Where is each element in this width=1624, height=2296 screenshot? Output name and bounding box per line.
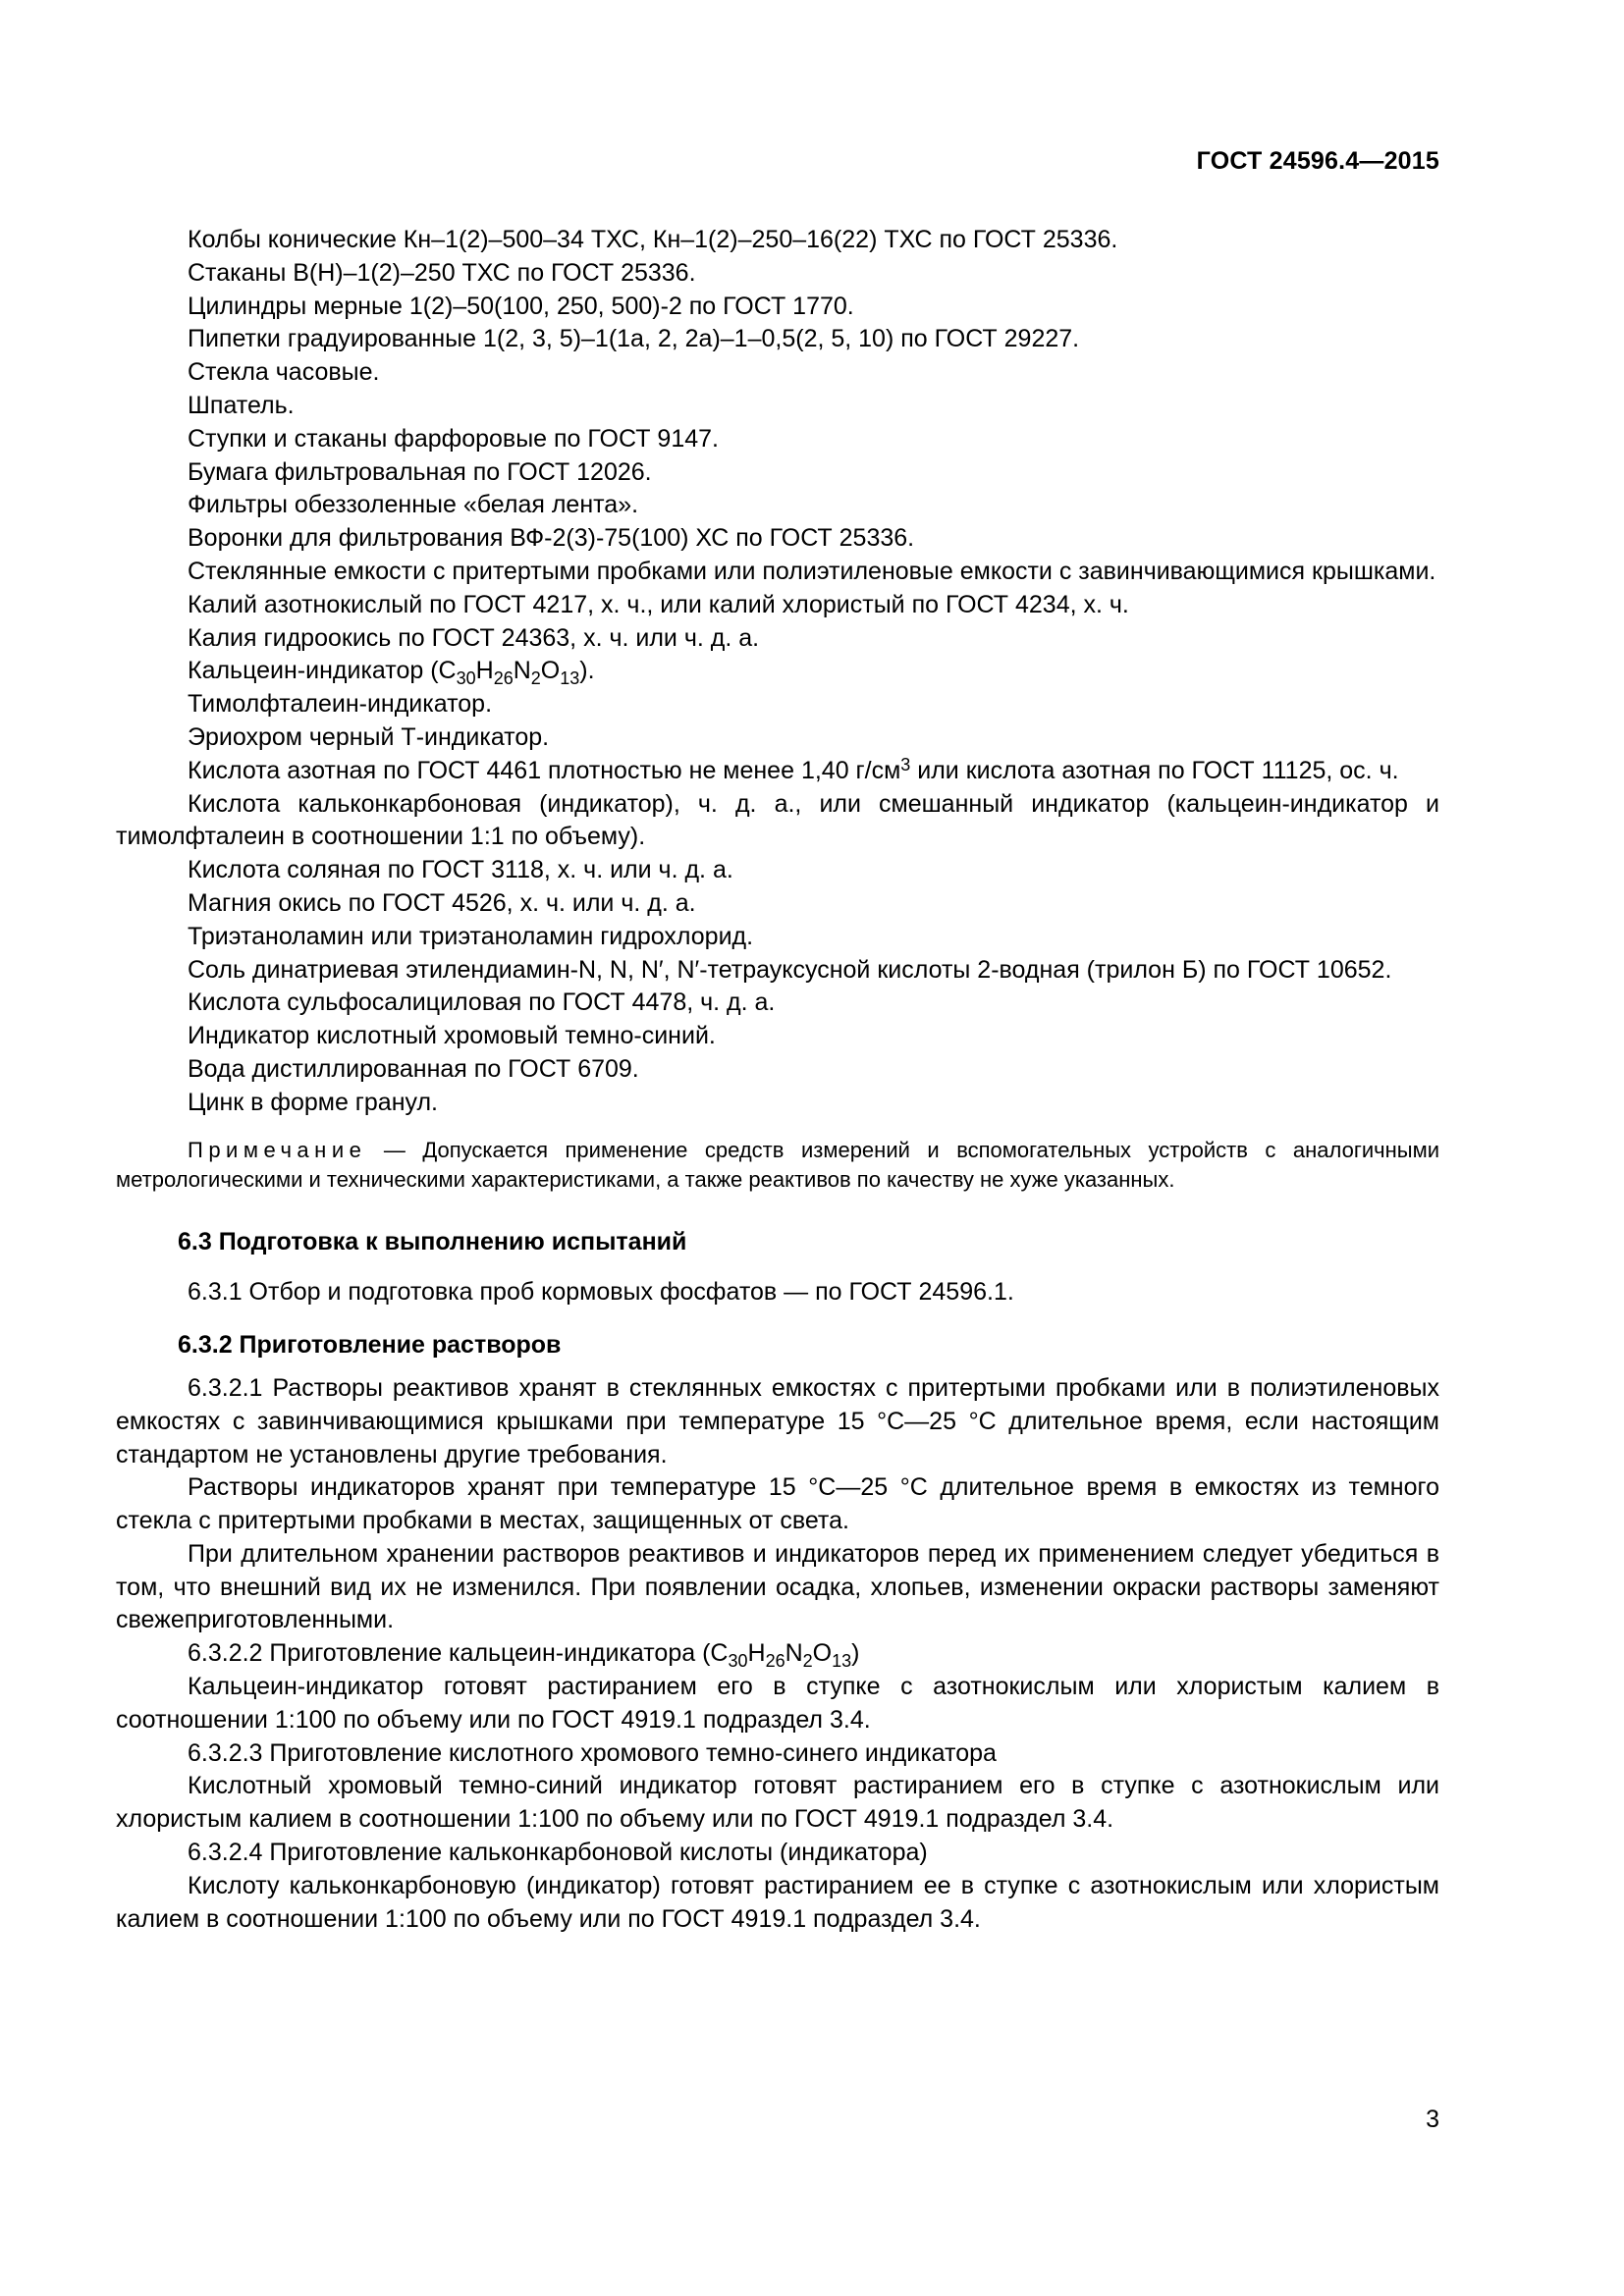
paragraph-6-3-2-1: 6.3.2.1 Растворы реактивов хранят в стеклянных емкостях с притертыми пробками или в полиэтиленовых емкостях с завинчивающимися крышками при температуре 15 °С—25 °С длительное время, если настоящим стандартом не установлены другие требования. [116, 1373, 1439, 1468]
reagent-item-nitric-acid [116, 755, 1439, 788]
reagent-item: Кислота кальконкарбоновая (индикатор), ч. д. а., или смешанный индикатор (кальцеин-индикатор и тимолфталеин в соотношении 1:1 по объему). [116, 789, 1439, 851]
paragraph-6-3-1: 6.3.1 Отбор и подготовка проб кормовых фосфатов — по ГОСТ 24596.1. [188, 1278, 1014, 1307]
formula-subscript: 30 [728, 1651, 748, 1672]
equipment-item: Ступки и стаканы фарфоровые по ГОСТ 9147. [188, 424, 719, 453]
paragraph: Кислоту кальконкарбоновую (индикатор) готовят растиранием ее в ступке с азотнокислым или хлористым калием в соотношении 1:100 по объему или по ГОСТ 4919.1 подраздел 3.4. [116, 1871, 1439, 1933]
reagent-item: Цинк в форме гранул. [188, 1088, 439, 1116]
formula-text: O [540, 657, 561, 685]
formula-subscript: 13 [560, 668, 580, 689]
paragraph: Кислотный хромовый темно-синий индикатор готовят растиранием его в ступке с азотнокислым или хлористым калием в соотношении 1:100 по объему или по ГОСТ 4919.1 подраздел 3.4. [116, 1772, 1439, 1834]
section-heading-6-3: 6.3 Подготовка к выполнению испытаний [178, 1227, 687, 1255]
equipment-item: Цилиндры мерные 1(2)–50(100, 250, 500)-2 по ГОСТ 1770. [188, 292, 854, 320]
section-heading-6-3-2: 6.3.2 Приготовление растворов [178, 1331, 562, 1360]
document-body [116, 224, 1439, 1936]
formula-text: ). [579, 657, 595, 685]
reagent-item: Магния окись по ГОСТ 4526, х. ч. или ч. д. а. [188, 888, 696, 917]
formula-subscript: 2 [530, 668, 541, 689]
formula-subscript: 13 [832, 1651, 852, 1672]
formula-text: 6.3.2.2 Приготовление кальцеин-индикатора (C [188, 1639, 729, 1668]
formula-subscript: 2 [802, 1651, 813, 1672]
reagent-item: Индикатор кислотный хромовый темно-синий. [188, 1022, 716, 1050]
reagent-item: Тимолфталеин-индикатор. [188, 690, 493, 719]
equipment-item: Колбы конические Кн–1(2)–500–34 ТХС, Кн–1(2)–250–16(22) ТХС по ГОСТ 25336. [188, 226, 1118, 253]
reagent-item: Кислота соляная по ГОСТ 3118, х. ч. или ч. д. а. [188, 856, 733, 884]
paragraph: Растворы индикаторов хранят при температуре 15 °С—25 °С длительное время в емкостях из темного стекла с притертыми пробками в местах, защищенных от света. [116, 1473, 1439, 1535]
formula-text: Кальцеин-индикатор (C [188, 657, 457, 685]
note-label: Примечание [188, 1137, 367, 1162]
note-text: — Допускается применение средств измерений и вспомогательных устройств с аналогичными метрологическими и техническими характеристиками, а также реактивов по качеству не хуже указанных. [116, 1137, 1439, 1192]
equipment-item: Шпатель. [188, 391, 295, 419]
equipment-item: Стекла часовые. [188, 358, 380, 387]
equipment-item: Пипетки градуированные 1(2, 3, 5)–1(1а, 2, 2а)–1–0,5(2, 5, 10) по ГОСТ 29227. [188, 325, 1080, 353]
formula-text: O [812, 1639, 833, 1668]
formula-text: N [785, 1639, 803, 1668]
paragraph: Кальцеин-индикатор готовят растиранием его в ступке с азотнокислым или хлористым калием в соотношении 1:100 по объему или по ГОСТ 4919.1 подраздел 3.4. [116, 1673, 1439, 1734]
paragraph: При длительном хранении растворов реактивов и индикаторов перед их применением следует убедиться в том, что внешний вид их не изменился. При появлении осадка, хлопьев, изменении окраски растворы заменяют свежеприготовленными. [116, 1539, 1439, 1634]
formula-text: ) [851, 1639, 860, 1668]
reagent-item: Вода дистиллированная по ГОСТ 6709. [188, 1054, 639, 1083]
formula-subscript: 30 [456, 668, 476, 689]
reagent-item: Калий азотнокислый по ГОСТ 4217, х. ч., или калий хлористый по ГОСТ 4234, х. ч. [188, 590, 1129, 618]
reagent-item: Калия гидроокись по ГОСТ 24363, х. ч. или ч. д. а. [188, 623, 760, 652]
equipment-item: Воронки для фильтрования ВФ-2(3)-75(100) ХС по ГОСТ 25336. [188, 524, 915, 553]
formula-text: H [747, 1639, 766, 1668]
formula-text: H [475, 657, 494, 685]
paragraph-6-3-2-4: 6.3.2.4 Приготовление кальконкарбоновой кислоты (индикатора) [188, 1839, 928, 1867]
reagent-item: Триэтаноламин или триэтаноламин гидрохлорид. [188, 922, 754, 950]
equipment-item: Стеклянные емкости с притертыми пробками или полиэтиленовые емкости с завинчивающимися крышками. [188, 557, 1436, 585]
note [116, 1136, 1439, 1195]
equipment-item: Стаканы В(Н)–1(2)–250 ТХС по ГОСТ 25336. [188, 258, 696, 287]
reagent-item: Эриохром черный Т-индикатор. [188, 722, 550, 751]
equipment-item: Бумага фильтровальная по ГОСТ 12026. [188, 457, 652, 486]
page-number: 3 [1426, 2106, 1439, 2133]
reagent-text: Кислота азотная по ГОСТ 4461 плотностью не менее 1,40 г/см [188, 756, 901, 784]
unit-superscript: 3 [900, 754, 911, 774]
document-header: ГОСТ 24596.4—2015 [1196, 147, 1439, 175]
reagent-item: Соль динатриевая этилендиамин-N, N, N′, N′-тетрауксусной кислоты 2-водная (трилон Б) по ГОСТ 10652. [188, 955, 1392, 984]
reagent-text: или кислота азотная по ГОСТ 11125, ос. ч. [910, 756, 1399, 784]
formula-subscript: 26 [493, 668, 514, 689]
equipment-item: Фильтры обеззоленные «белая лента». [188, 491, 639, 519]
reagent-item: Кислота сульфосалициловая по ГОСТ 4478, ч. д. а. [188, 988, 776, 1017]
paragraph-6-3-2-2 [116, 1637, 1439, 1671]
formula-text: N [513, 657, 531, 685]
formula-subscript: 26 [765, 1651, 785, 1672]
reagent-item-calcein [116, 655, 1439, 688]
paragraph-6-3-2-3: 6.3.2.3 Приготовление кислотного хромового темно-синего индикатора [188, 1738, 997, 1767]
